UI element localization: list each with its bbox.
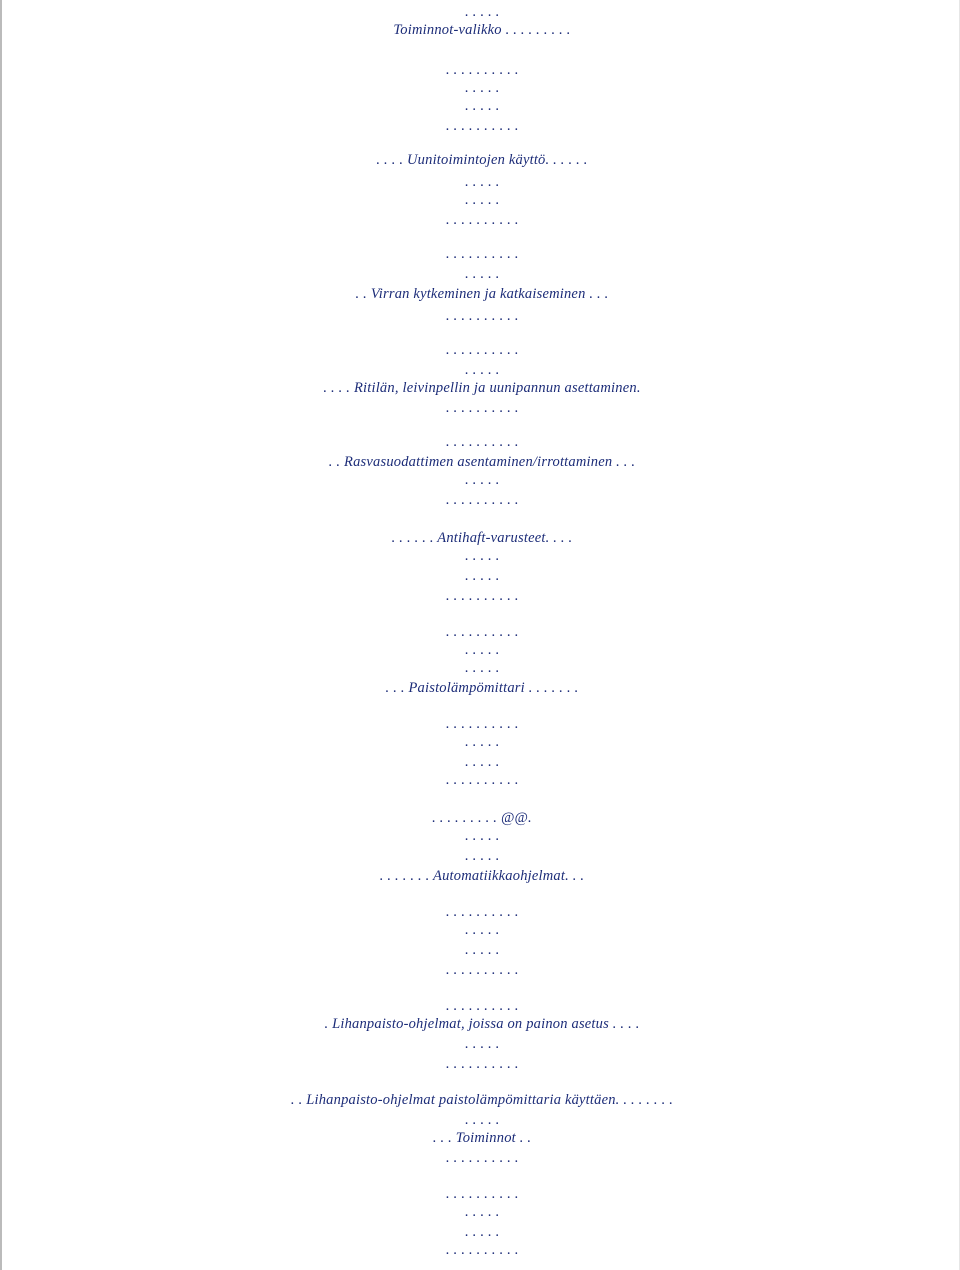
toc-entry: . . . Toiminnot . . — [432, 1130, 532, 1146]
dot-leader: . . . . . — [464, 922, 500, 938]
toc-entry: . . . Paistolämpömittari . . . . . . . — [385, 680, 579, 696]
dot-leader: . . . . . — [464, 848, 500, 864]
dot-leader: . . . . . — [464, 642, 500, 658]
toc-entry: Toiminnot-valikko . . . . . . . . . — [393, 22, 571, 38]
dot-leader: . . . . . — [464, 734, 500, 750]
dot-leader: . . . . . . . . . . — [445, 118, 519, 134]
toc-entry: . . Rasvasuodattimen asentaminen/irrottaminen . . . — [328, 454, 636, 470]
dot-leader: . . . . . . . . . . — [445, 1242, 519, 1258]
toc-entry: . . . . . . . . . @@. — [432, 810, 532, 826]
dot-leader: . . . . . . . . . . — [445, 1056, 519, 1072]
dot-leader: . . . . . . . . . . — [445, 904, 519, 920]
dot-leader: . . . . . . . . . . — [445, 308, 519, 324]
dot-leader: . . . . . — [464, 174, 500, 190]
dot-leader: . . . . . . . . . . — [445, 342, 519, 358]
dot-leader: . . . . . — [464, 80, 500, 96]
dot-leader: . . . . . — [464, 1224, 500, 1240]
dot-leader: . . . . . — [464, 1204, 500, 1220]
toc-entry: . . . . . . Antihaft-varusteet. . . . — [391, 530, 573, 546]
dot-leader: . . . . . — [464, 754, 500, 770]
dot-leader: . . . . . — [464, 568, 500, 584]
dot-leader: . . . . . . . . . . — [445, 1150, 519, 1166]
dot-leader: . . . . . . . . . . — [445, 998, 519, 1014]
dot-leader: . . . . . . . . . . — [445, 1186, 519, 1202]
toc-entry: . Lihanpaisto-ohjelmat, joissa on painon asetus . . . . — [324, 1016, 640, 1032]
dot-leader: . . . . . . . . . . — [445, 434, 519, 450]
dot-leader: . . . . . — [464, 1036, 500, 1052]
dot-leader: . . . . . — [464, 472, 500, 488]
dot-leader: . . . . . — [464, 4, 500, 20]
dot-leader: . . . . . — [464, 1112, 500, 1128]
dot-leader: . . . . . . . . . . — [445, 400, 519, 416]
dot-leader: . . . . . — [464, 362, 500, 378]
dot-leader: . . . . . . . . . . — [445, 962, 519, 978]
dot-leader: . . . . . . . . . . — [445, 62, 519, 78]
dot-leader: . . . . . — [464, 942, 500, 958]
dot-leader: . . . . . . . . . . — [445, 492, 519, 508]
dot-leader: . . . . . — [464, 828, 500, 844]
toc-entry: . . . . Ritilän, leivinpellin ja uunipannun asettaminen. — [323, 380, 641, 396]
dot-leader: . . . . . — [464, 548, 500, 564]
toc-entry: . . . . . . . Automatiikkaohjelmat. . . — [379, 868, 585, 884]
dot-leader: . . . . . — [464, 192, 500, 208]
toc-entry: . . . . Uunitoimintojen käyttö. . . . . . — [376, 152, 588, 168]
toc-entry: . . Virran kytkeminen ja katkaiseminen . . . — [355, 286, 609, 302]
dot-leader: . . . . . — [464, 98, 500, 114]
dot-leader: . . . . . . . . . . — [445, 772, 519, 788]
dot-leader: . . . . . — [464, 660, 500, 676]
toc-entry: . . Lihanpaisto-ohjelmat paistolämpömittaria käyttäen. . . . . . . . — [290, 1092, 674, 1108]
dot-leader: . . . . . . . . . . — [445, 588, 519, 604]
dot-leader: . . . . . — [464, 266, 500, 282]
dot-leader: . . . . . . . . . . — [445, 716, 519, 732]
dot-leader: . . . . . . . . . . — [445, 624, 519, 640]
dot-leader: . . . . . . . . . . — [445, 212, 519, 228]
dot-leader: . . . . . . . . . . — [445, 246, 519, 262]
